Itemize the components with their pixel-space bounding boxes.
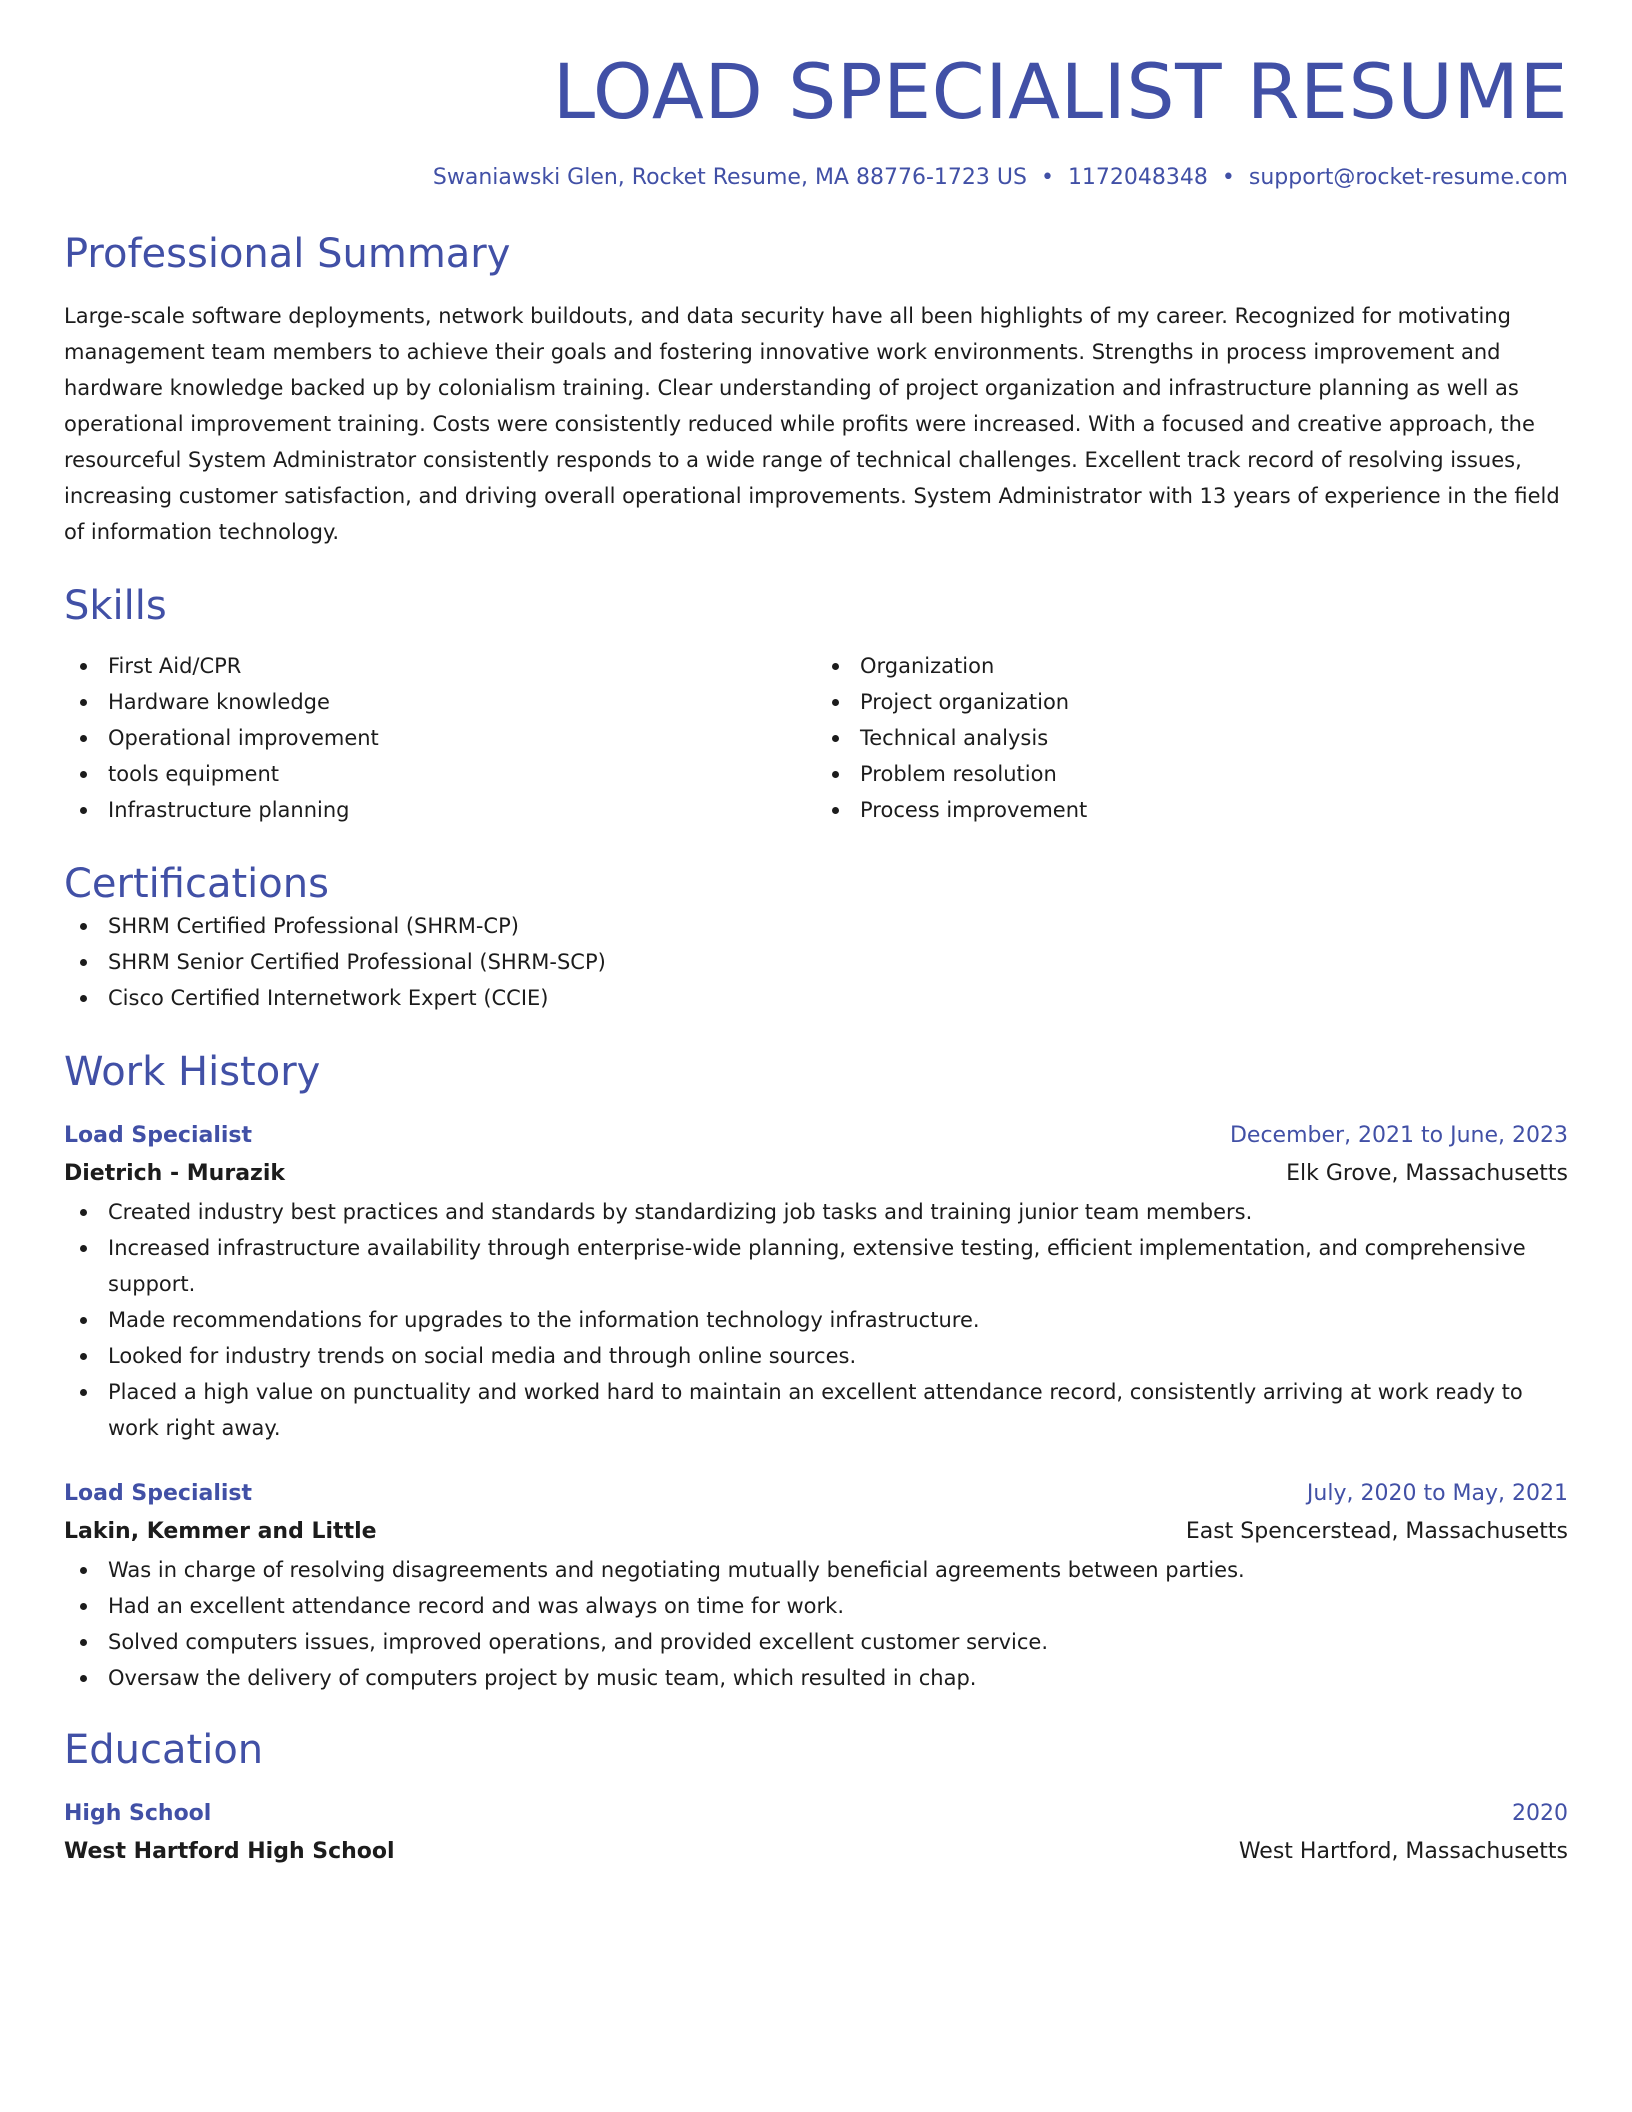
skills-column-right	[816, 648, 1568, 828]
job-company-row	[64, 1512, 1568, 1552]
certifications-list	[64, 908, 1568, 1016]
skills-grid	[64, 648, 1568, 828]
responsibility-item: Was in charge of resolving disagreements and negotiating mutually beneficial agreements between parties.	[64, 1552, 1568, 1588]
contact-address: Swaniawski Glen, Rocket Resume, MA 88776-1723 US	[432, 165, 1027, 191]
resume-title: LOAD SPECIALIST RESUME	[552, 47, 1568, 136]
certification-item: Cisco Certified Internetwork Expert (CCIE)	[64, 980, 1568, 1016]
job-dates: July, 2020 to May, 2021	[1306, 1481, 1568, 1507]
job-dates: December, 2021 to June, 2023	[1229, 1123, 1568, 1149]
resume-header	[64, 48, 1568, 190]
certification-item: SHRM Certified Professional (SHRM-CP)	[64, 908, 1568, 944]
skills-list-left	[64, 648, 816, 828]
responsibility-item: Had an excellent attendance record and was always on time for work.	[64, 1588, 1568, 1624]
contact-separator: •	[1040, 165, 1054, 191]
education-school: West Hartford High School	[64, 1839, 395, 1865]
section-heading-work-history: Work History	[64, 1049, 321, 1096]
skill-item: Hardware knowledge	[64, 684, 816, 720]
summary-paragraph: Large-scale software deployments, network buildouts, and data security have all been highlights of my career. Recognized for motivating management team members to achieve their goals and fostering innovative work environments. Strengths in process improvement and hardware knowledge backed up by colonialism training. Clear understanding of project organization and infrastructure planning as well as operational improvement training. Costs were consistently reduced while profits were increased. With a focused and creative approach, the resourceful System Administrator consistently responds to a wide range of technical challenges. Excellent track record of resolving issues, increasing customer satisfaction, and driving overall operational improvements. System Administrator with 13 years of experience in the field of information technology.	[64, 304, 1560, 545]
education-degree: High School	[64, 1801, 212, 1827]
job-responsibilities	[64, 1552, 1568, 1696]
job-header-row	[64, 1118, 1568, 1154]
responsibility-item: Increased infrastructure availability through enterprise-wide planning, extensive testing, efficient implementation, and comprehensive support.	[64, 1230, 1568, 1302]
job-company-row	[64, 1154, 1568, 1194]
responsibility-item: Made recommendations for upgrades to the information technology infrastructure.	[64, 1302, 1568, 1338]
responsibility-item: Looked for industry trends on social media and through online sources.	[64, 1338, 1568, 1374]
section-heading-summary: Professional Summary	[64, 231, 511, 278]
job-entry	[64, 1118, 1568, 1446]
job-entry	[64, 1476, 1568, 1696]
responsibility-item: Solved computers issues, improved operations, and provided excellent customer service.	[64, 1624, 1568, 1660]
job-responsibilities	[64, 1194, 1568, 1446]
job-location: East Spencerstead, Massachusetts	[1185, 1519, 1568, 1545]
skill-item: First Aid/CPR	[64, 648, 816, 684]
job-location: Elk Grove, Massachusetts	[1286, 1161, 1568, 1187]
skills-column-left	[64, 648, 816, 828]
job-company: Lakin, Kemmer and Little	[64, 1519, 377, 1545]
skill-item: Project organization	[816, 684, 1568, 720]
skill-item: tools equipment	[64, 756, 816, 792]
contact-line	[64, 165, 1568, 190]
professional-summary-section	[64, 230, 1568, 550]
skill-item: Operational improvement	[64, 720, 816, 756]
skill-item: Problem resolution	[816, 756, 1568, 792]
certification-item: SHRM Senior Certified Professional (SHRM-SCP)	[64, 944, 1568, 980]
skill-item: Infrastructure planning	[64, 792, 816, 828]
section-heading-skills: Skills	[64, 583, 167, 630]
education-section	[64, 1726, 1568, 1872]
education-entry	[64, 1796, 1568, 1872]
skills-list-right	[816, 648, 1568, 828]
skill-item: Technical analysis	[816, 720, 1568, 756]
skills-section	[64, 582, 1568, 828]
education-location: West Hartford, Massachusetts	[1238, 1839, 1568, 1865]
job-title: Load Specialist	[64, 1123, 253, 1149]
contact-separator: •	[1221, 165, 1235, 191]
contact-email: support@rocket-resume.com	[1248, 165, 1568, 191]
job-header-row	[64, 1476, 1568, 1512]
responsibility-item: Created industry best practices and standards by standardizing job tasks and training junior team members.	[64, 1194, 1568, 1230]
section-heading-certifications: Certifications	[64, 861, 329, 908]
job-title: Load Specialist	[64, 1481, 253, 1507]
responsibility-item: Oversaw the delivery of computers project by music team, which resulted in chap.	[64, 1660, 1568, 1696]
education-school-row	[64, 1832, 1568, 1872]
responsibility-item: Placed a high value on punctuality and worked hard to maintain an excellent attendance record, consistently arriving at work ready to work right away.	[64, 1374, 1568, 1446]
education-header-row	[64, 1796, 1568, 1832]
contact-phone: 1172048348	[1067, 165, 1208, 191]
job-company: Dietrich - Murazik	[64, 1161, 286, 1187]
section-heading-education: Education	[64, 1727, 264, 1774]
work-history-section	[64, 1048, 1568, 1696]
certifications-section	[64, 860, 1568, 1016]
skill-item: Process improvement	[816, 792, 1568, 828]
education-year: 2020	[1512, 1801, 1568, 1827]
skill-item: Organization	[816, 648, 1568, 684]
